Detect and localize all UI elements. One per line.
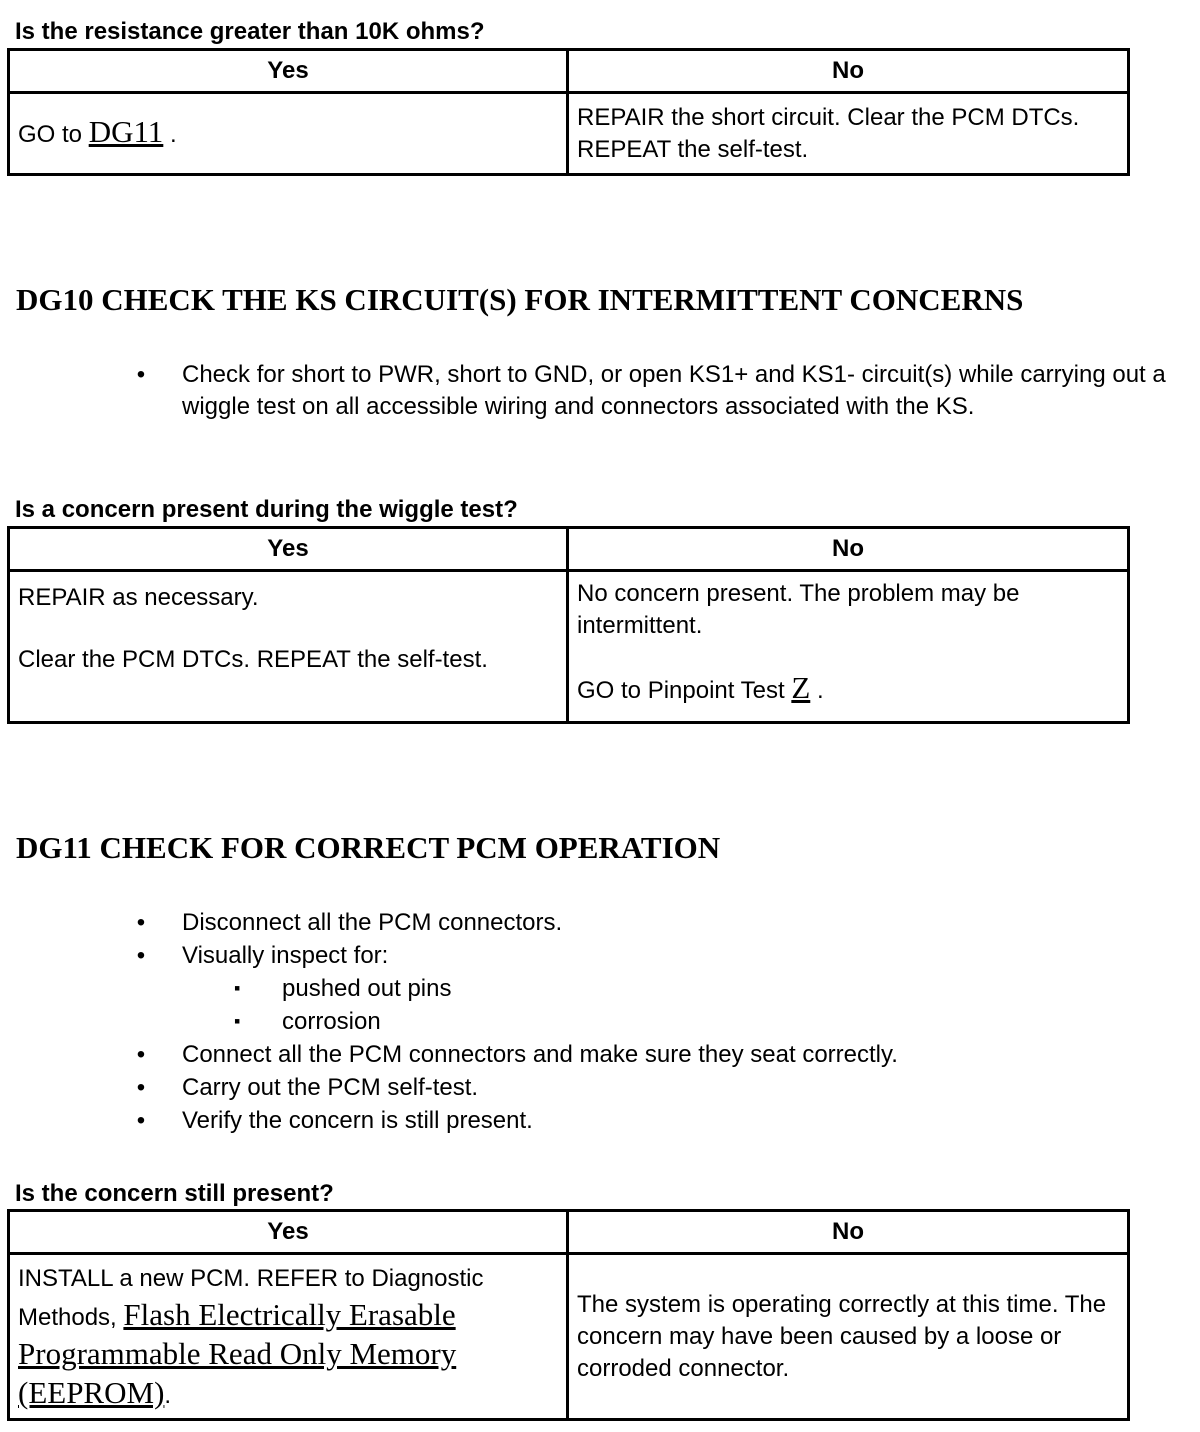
yes-cell: REPAIR as necessary. Clear the PCM DTCs. REPEAT the self-test. bbox=[9, 571, 568, 723]
dg10-heading: DG10 CHECK THE KS CIRCUIT(S) FOR INTERMITTENT CONCERNS bbox=[16, 282, 1024, 317]
pinpoint-test-z-link[interactable]: Z bbox=[791, 670, 811, 705]
yes-cell: INSTALL a new PCM. REFER to Diagnostic Methods, Flash Electrically Erasable Programmable Read Only Memory (EEPROM). bbox=[9, 1254, 568, 1420]
no-cell: No concern present. The problem may be intermittent. GO to Pinpoint Test Z . bbox=[568, 571, 1129, 723]
resistance-yes-no-table bbox=[7, 48, 1130, 176]
list-item: • Visually inspect for: bbox=[134, 939, 1134, 972]
no-header: No bbox=[568, 1211, 1129, 1254]
yes-header: Yes bbox=[9, 50, 568, 93]
list-item: • Carry out the PCM self-test. bbox=[134, 1071, 1134, 1104]
sub-list-item: ▪ corrosion bbox=[134, 1005, 1134, 1038]
yes-header: Yes bbox=[9, 1211, 568, 1254]
dg11-link[interactable]: DG11 bbox=[88, 114, 164, 149]
yes-header: Yes bbox=[9, 528, 568, 571]
dg11-bullet-list bbox=[134, 906, 1134, 1137]
question-resistance: Is the resistance greater than 10K ohms? bbox=[15, 18, 485, 45]
still-present-yes-no-table bbox=[7, 1209, 1130, 1421]
dg11-heading: DG11 CHECK FOR CORRECT PCM OPERATION bbox=[16, 830, 721, 865]
list-item: • Verify the concern is still present. bbox=[134, 1104, 1134, 1137]
no-cell: REPAIR the short circuit. Clear the PCM DTCs. REPEAT the self-test. bbox=[568, 93, 1129, 175]
yes-cell: GO to DG11 . bbox=[9, 93, 568, 175]
list-item: • Disconnect all the PCM connectors. bbox=[134, 906, 1134, 939]
question-still-present: Is the concern still present? bbox=[15, 1180, 334, 1207]
eeprom-link[interactable]: Flash Electrically Erasable Programmable Read Only Memory (EEPROM) bbox=[18, 1297, 457, 1410]
no-header: No bbox=[568, 528, 1129, 571]
list-item: • Check for short to PWR, short to GND, or open KS1+ and KS1- circuit(s) while carrying out a wiggle test on all accessible wiring and connectors associated with the KS. bbox=[134, 359, 1184, 423]
no-cell: The system is operating correctly at this time. The concern may have been caused by a loose or corroded connector. bbox=[568, 1254, 1129, 1420]
list-item: • Connect all the PCM connectors and make sure they seat correctly. bbox=[134, 1038, 1134, 1071]
wiggle-yes-no-table bbox=[7, 526, 1130, 724]
question-wiggle: Is a concern present during the wiggle test? bbox=[15, 496, 518, 523]
sub-list-item: ▪ pushed out pins bbox=[134, 972, 1134, 1005]
dg10-bullet-list bbox=[134, 359, 1184, 423]
no-header: No bbox=[568, 50, 1129, 93]
